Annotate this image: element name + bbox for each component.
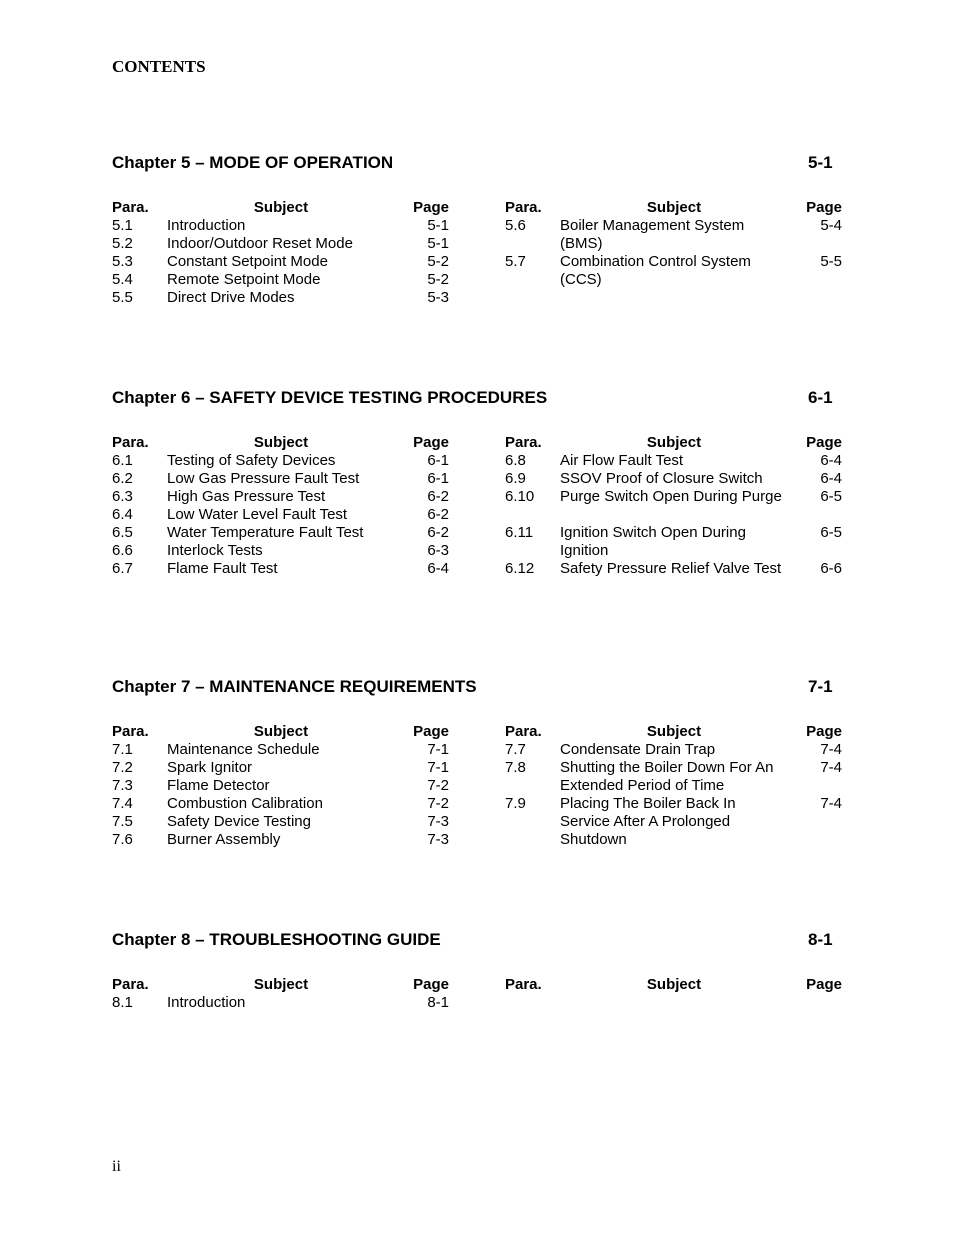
entry-page: 6-4 (820, 452, 842, 469)
entry-page: 5-3 (427, 289, 449, 306)
entry-page: 5-2 (427, 253, 449, 270)
entry-page: 5-1 (427, 235, 449, 252)
entry-page: 7-4 (820, 759, 842, 776)
entry-para: 6.3 (112, 488, 133, 505)
para-header: Para. (112, 976, 149, 993)
page-header: Page (806, 976, 842, 993)
entry-subject: Water Temperature Fault Test (167, 524, 364, 541)
entry-page: 6-6 (820, 560, 842, 577)
entry-page: 7-2 (427, 777, 449, 794)
page-header: Page (806, 434, 842, 451)
contents-heading: CONTENTS (112, 57, 206, 76)
entry-para: 6.9 (505, 470, 526, 487)
entry-para: 7.8 (505, 759, 526, 776)
entry-para: 5.5 (112, 289, 133, 306)
page-header: Page (806, 199, 842, 216)
para-header: Para. (505, 199, 542, 216)
entry-subject: Introduction (167, 217, 246, 234)
entry-para: 6.6 (112, 542, 133, 559)
subject-header: Subject (253, 434, 309, 451)
chapter-page: 8-1 (808, 930, 833, 949)
entry-subject: Constant Setpoint Mode (167, 253, 328, 270)
page-number: ii (112, 1158, 121, 1175)
chapter-page: 7-1 (808, 677, 833, 696)
chapter-title: Chapter 5 – MODE OF OPERATION (112, 153, 394, 172)
entry-subject: Ignition Switch Open During Ignition (560, 524, 746, 559)
entry-page: 6-1 (427, 452, 449, 469)
entry-page: 7-4 (820, 795, 842, 812)
chapter-title: Chapter 7 – MAINTENANCE REQUIREMENTS (112, 677, 477, 696)
chapter-page: 6-1 (808, 388, 833, 407)
entry-para: 6.5 (112, 524, 133, 541)
entry-subject: Boiler Management System (BMS) (560, 217, 745, 252)
para-header: Para. (505, 723, 542, 740)
entry-page: 7-3 (427, 831, 449, 848)
entry-page: 7-3 (427, 813, 449, 830)
entry-page: 6-3 (427, 542, 449, 559)
entry-para: 6.8 (505, 452, 526, 469)
entry-subject: Safety Device Testing (167, 813, 311, 830)
entry-subject: Low Water Level Fault Test (167, 506, 348, 523)
entry-page: 7-1 (427, 741, 449, 758)
entry-subject: Interlock Tests (167, 542, 263, 559)
entry-subject: Air Flow Fault Test (560, 452, 684, 469)
entry-page: 6-2 (427, 506, 449, 523)
entry-page: 6-5 (820, 524, 842, 541)
entry-para: 5.2 (112, 235, 133, 252)
para-header: Para. (112, 434, 149, 451)
entry-subject: Purge Switch Open During Purge (560, 488, 782, 505)
entry-subject: Indoor/Outdoor Reset Mode (167, 235, 353, 252)
entry-para: 7.7 (505, 741, 526, 758)
entry-para: 5.1 (112, 217, 133, 234)
entry-para: 7.1 (112, 741, 133, 758)
entry-page: 7-2 (427, 795, 449, 812)
entry-para: 7.9 (505, 795, 526, 812)
subject-header: Subject (646, 434, 702, 451)
page-header: Page (413, 723, 449, 740)
entry-para: 7.3 (112, 777, 133, 794)
para-header: Para. (505, 976, 542, 993)
entry-page: 5-2 (427, 271, 449, 288)
subject-header: Subject (646, 723, 702, 740)
para-header: Para. (112, 723, 149, 740)
entry-para: 6.11 (505, 524, 534, 541)
entry-subject: Burner Assembly (167, 831, 281, 848)
chapter-page: 5-1 (808, 153, 833, 172)
entry-para: 5.6 (505, 217, 526, 234)
entry-subject: Safety Pressure Relief Valve Test (560, 560, 782, 577)
entry-subject: High Gas Pressure Test (167, 488, 326, 505)
para-header: Para. (505, 434, 542, 451)
entry-para: 5.3 (112, 253, 133, 270)
entry-para: 5.4 (112, 271, 133, 288)
entry-para: 8.1 (112, 994, 133, 1011)
entry-subject: Condensate Drain Trap (560, 741, 716, 758)
entry-para: 7.6 (112, 831, 133, 848)
entry-para: 6.4 (112, 506, 133, 523)
page-header: Page (806, 723, 842, 740)
entry-page: 6-2 (427, 488, 449, 505)
chapter-title: Chapter 6 – SAFETY DEVICE TESTING PROCEDURES (112, 388, 548, 407)
entry-subject: Maintenance Schedule (167, 741, 320, 758)
entry-subject: Combustion Calibration (167, 795, 323, 812)
entry-para: 6.1 (112, 452, 133, 469)
entry-para: 7.5 (112, 813, 133, 830)
entry-subject: Introduction (167, 994, 246, 1011)
entry-subject: Low Gas Pressure Fault Test (167, 470, 360, 487)
entry-subject: SSOV Proof of Closure Switch (560, 470, 763, 487)
page-header: Page (413, 434, 449, 451)
entry-para: 7.4 (112, 795, 133, 812)
para-header: Para. (112, 199, 149, 216)
entry-page: 6-2 (427, 524, 449, 541)
entry-page: 6-4 (820, 470, 842, 487)
entry-subject: Direct Drive Modes (167, 289, 295, 306)
entry-para: 5.7 (505, 253, 526, 270)
entry-page: 5-5 (820, 253, 842, 270)
entry-para: 6.7 (112, 560, 133, 577)
entry-page: 6-4 (427, 560, 449, 577)
entry-page: 5-1 (427, 217, 449, 234)
entry-subject: Flame Fault Test (167, 560, 278, 577)
entry-page: 7-4 (820, 741, 842, 758)
entry-subject: Shutting the Boiler Down For An Extended Period of Time (560, 759, 774, 794)
entry-para: 7.2 (112, 759, 133, 776)
entry-subject: Flame Detector (167, 777, 270, 794)
subject-header: Subject (646, 199, 702, 216)
entry-para: 6.2 (112, 470, 133, 487)
entry-subject: Remote Setpoint Mode (167, 271, 321, 288)
page-header: Page (413, 199, 449, 216)
entry-para: 6.10 (505, 488, 535, 505)
page-header: Page (413, 976, 449, 993)
subject-header: Subject (253, 976, 309, 993)
entry-page: 6-1 (427, 470, 449, 487)
entry-page: 8-1 (427, 994, 449, 1011)
subject-header: Subject (253, 723, 309, 740)
entry-subject: Spark Ignitor (167, 759, 253, 776)
chapter-title: Chapter 8 – TROUBLESHOOTING GUIDE (112, 930, 441, 949)
entry-subject: Combination Control System (CCS) (560, 253, 751, 288)
entry-page: 7-1 (427, 759, 449, 776)
entry-para: 6.12 (505, 560, 535, 577)
entry-subject: Placing The Boiler Back In Service After A Prolonged Shutdown (560, 795, 736, 848)
entry-page: 5-4 (820, 217, 842, 234)
subject-header: Subject (646, 976, 702, 993)
entry-page: 6-5 (820, 488, 842, 505)
subject-header: Subject (253, 199, 309, 216)
entry-subject: Testing of Safety Devices (167, 452, 336, 469)
